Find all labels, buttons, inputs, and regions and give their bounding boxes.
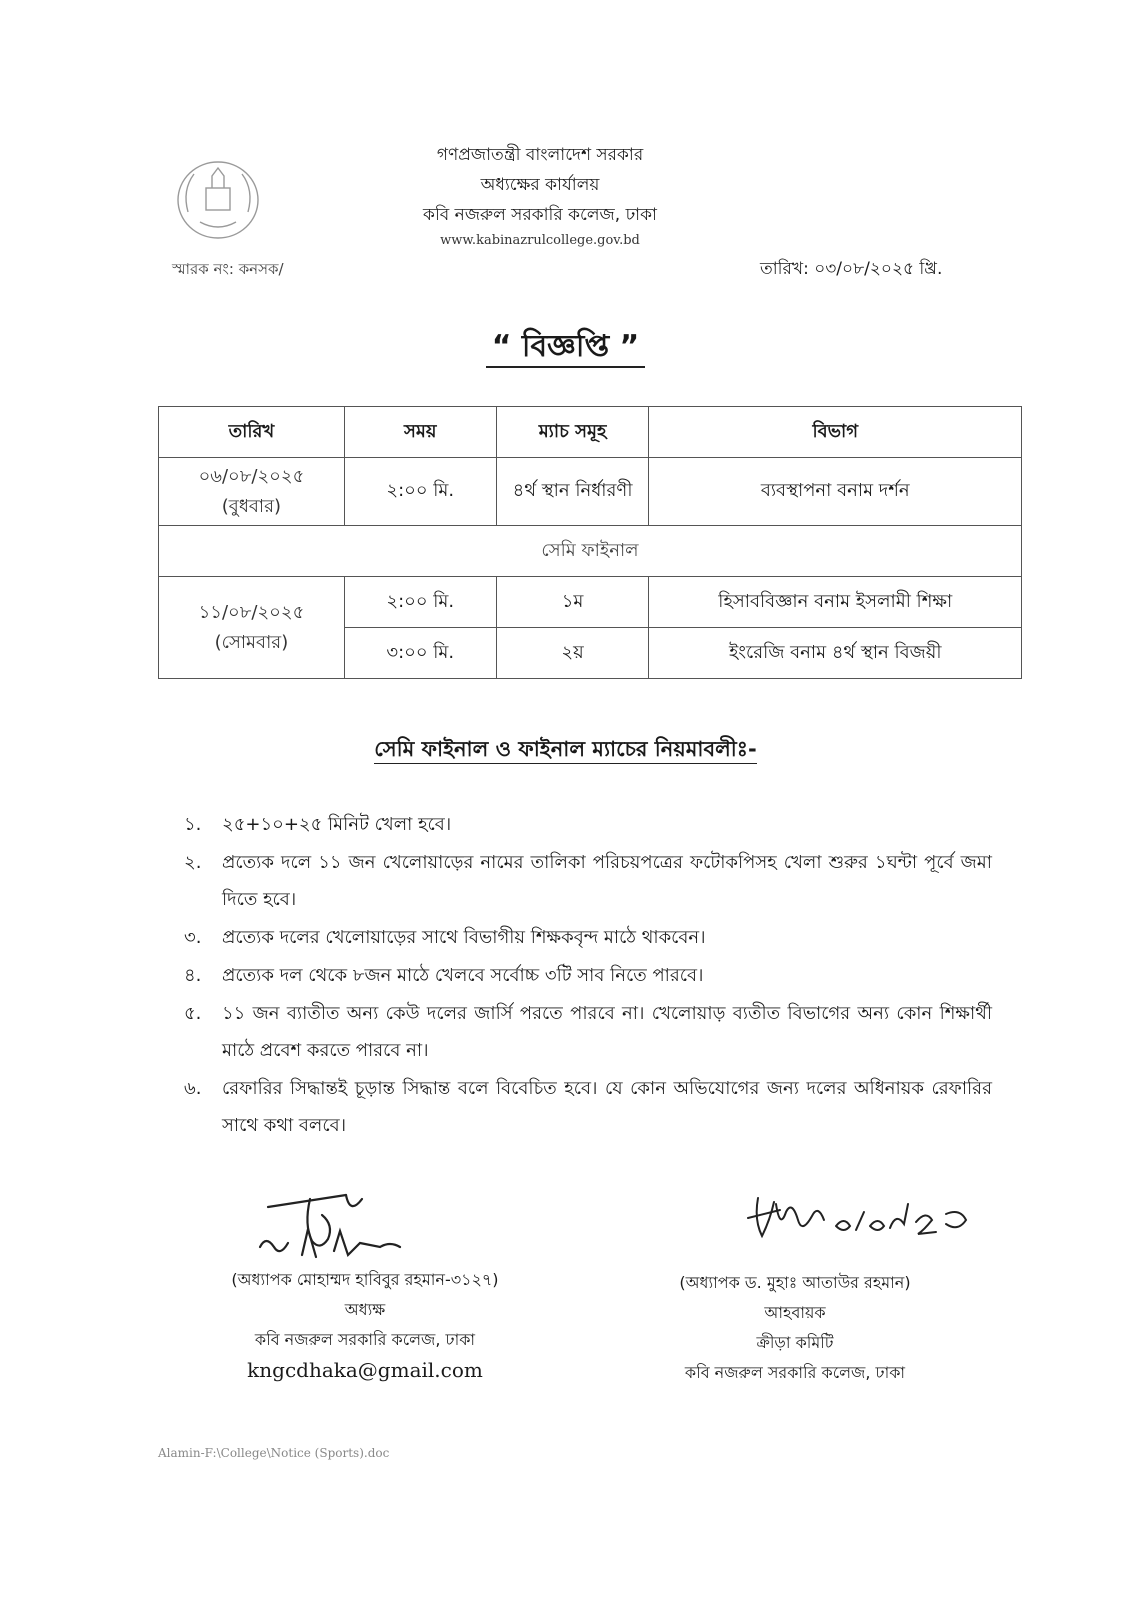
rule-item xyxy=(184,844,992,918)
header-time: সময় xyxy=(344,407,496,458)
cell-time: ২:০০ মি. xyxy=(344,458,496,526)
website-url: www.kabinazrulcollege.gov.bd xyxy=(440,233,640,248)
rule-item xyxy=(184,957,992,994)
convener-name: (অধ্যাপক ড. মুহাঃ আতাউর রহমান) xyxy=(679,1273,911,1292)
rule-number: ৩. xyxy=(184,927,202,948)
cell-teams: হিসাববিজ্ঞান বনাম ইসলামী শিক্ষা xyxy=(649,577,1022,628)
rule-text: রেফারির সিদ্ধান্তই চূড়ান্ত সিদ্ধান্ত বলে বিবেচিত হবে। যে কোন অভিযোগের জন্য দলের অধিনায়ক রেফারির সাথে কথা বলবে। xyxy=(222,1078,992,1136)
rule-text: প্রত্যেক দলের খেলোয়াড়ের সাথে বিভাগীয় শিক্ষকবৃন্দ মাঠে থাকবেন। xyxy=(222,927,706,948)
cell-time: ২:০০ মি. xyxy=(344,577,496,628)
rules-heading-text: সেমি ফাইনাল ও ফাইনাল ম্যাচের নিয়মাবলীঃ- xyxy=(374,737,756,764)
rule-item xyxy=(184,806,992,843)
college-name: কবি নজরুল সরকারি কলেজ, ঢাকা xyxy=(423,205,657,225)
letterhead xyxy=(380,140,700,252)
rules-heading xyxy=(0,733,1131,768)
cell-date xyxy=(159,577,345,679)
file-path-footer: Alamin-F:\College\Notice (Sports).doc xyxy=(158,1446,390,1460)
notice-date: তারিখ: ০৩/০৮/২০২৫ খ্রি. xyxy=(760,259,943,279)
rule-number: ১. xyxy=(184,814,202,835)
rule-item xyxy=(184,995,992,1069)
row-day: (বুধবার) xyxy=(221,495,282,517)
memo-number: স্মারক নং: কনসক/ xyxy=(172,260,284,278)
convener-college: কবি নজরুল সরকারি কলেজ, ঢাকা xyxy=(684,1363,906,1382)
sports-committee: ক্রীড়া কমিটি xyxy=(756,1333,834,1352)
notice-title-text: “ বিজ্ঞপ্তি ” xyxy=(486,329,646,368)
row-date: ০৬/০৮/২০২৫ xyxy=(198,465,305,487)
office-name: অধ্যক্ষের কার্যালয় xyxy=(480,175,600,195)
row-date: ১১/০৮/২০২৫ xyxy=(198,601,305,623)
rule-item xyxy=(184,1070,992,1144)
cell-date xyxy=(159,458,345,526)
semi-final-row xyxy=(159,526,1022,577)
rule-text: প্রত্যেক দল থেকে ৮জন মাঠে খেলবে সর্বোচ্চ ৩টি সাব নিতে পারবে। xyxy=(222,965,704,986)
rule-number: ৬. xyxy=(184,1078,202,1099)
cell-match: ৪র্থ স্থান নির্ধারণী xyxy=(496,458,649,526)
government-name: গণপ্রজাতন্ত্রী বাংলাদেশ সরকার xyxy=(436,145,644,165)
principal-name: (অধ্যাপক মোহাম্মদ হাবিবুর রহমান-৩১২৭) xyxy=(231,1270,499,1289)
cell-match: ২য় xyxy=(496,628,649,679)
rule-number: ৫. xyxy=(184,1003,202,1024)
cell-teams: ব্যবস্থাপনা বনাম দর্শন xyxy=(649,458,1022,526)
header-date: তারিখ xyxy=(159,407,345,458)
rule-number: ২. xyxy=(184,852,202,873)
convener-designation: আহবায়ক xyxy=(764,1303,826,1322)
match-schedule-table xyxy=(158,406,1022,679)
cell-match: ১ম xyxy=(496,577,649,628)
table-row xyxy=(159,577,1022,628)
header-department: বিভাগ xyxy=(649,407,1022,458)
rule-text: ১১ জন ব্যাতীত অন্য কেউ দলের জার্সি পরতে পারবে না। খেলোয়াড় ব্যতীত বিভাগের অন্য কোন শিক্ষার্থী মাঠে প্রবেশ করতে পারবে না। xyxy=(222,1003,992,1061)
principal-college: কবি নজরুল সরকারি কলেজ, ঢাকা xyxy=(254,1330,476,1349)
cell-time: ৩:০০ মি. xyxy=(344,628,496,679)
convener-signature-block xyxy=(630,1268,960,1388)
table-row xyxy=(159,458,1022,526)
row-day: (সোমবার) xyxy=(214,631,289,653)
principal-signature-icon xyxy=(250,1185,420,1265)
table-header-row xyxy=(159,407,1022,458)
government-seal-icon xyxy=(172,150,264,242)
convener-signature-icon xyxy=(740,1190,980,1250)
rule-text: ২৫+১০+২৫ মিনিট খেলা হবে। xyxy=(222,814,452,835)
rule-number: ৪. xyxy=(184,965,202,986)
rule-item xyxy=(184,919,992,956)
principal-signature-block xyxy=(190,1265,540,1385)
cell-teams: ইংরেজি বনাম ৪র্থ স্থান বিজয়ী xyxy=(649,628,1022,679)
semi-final-label: সেমি ফাইনাল xyxy=(159,526,1022,577)
rule-text: প্রত্যেক দলে ১১ জন খেলোয়াড়ের নামের তালিকা পরিচয়পত্রের ফটোকপিসহ খেলা শুরুর ১ঘন্টা পূর্বে জমা দিতে হবে। xyxy=(222,852,992,910)
rules-list xyxy=(184,806,992,1145)
notice-title xyxy=(0,322,1131,373)
principal-designation: অধ্যক্ষ xyxy=(344,1300,386,1319)
college-email: kngcdhaka@gmail.com xyxy=(247,1358,483,1382)
header-match: ম্যাচ সমূহ xyxy=(496,407,649,458)
